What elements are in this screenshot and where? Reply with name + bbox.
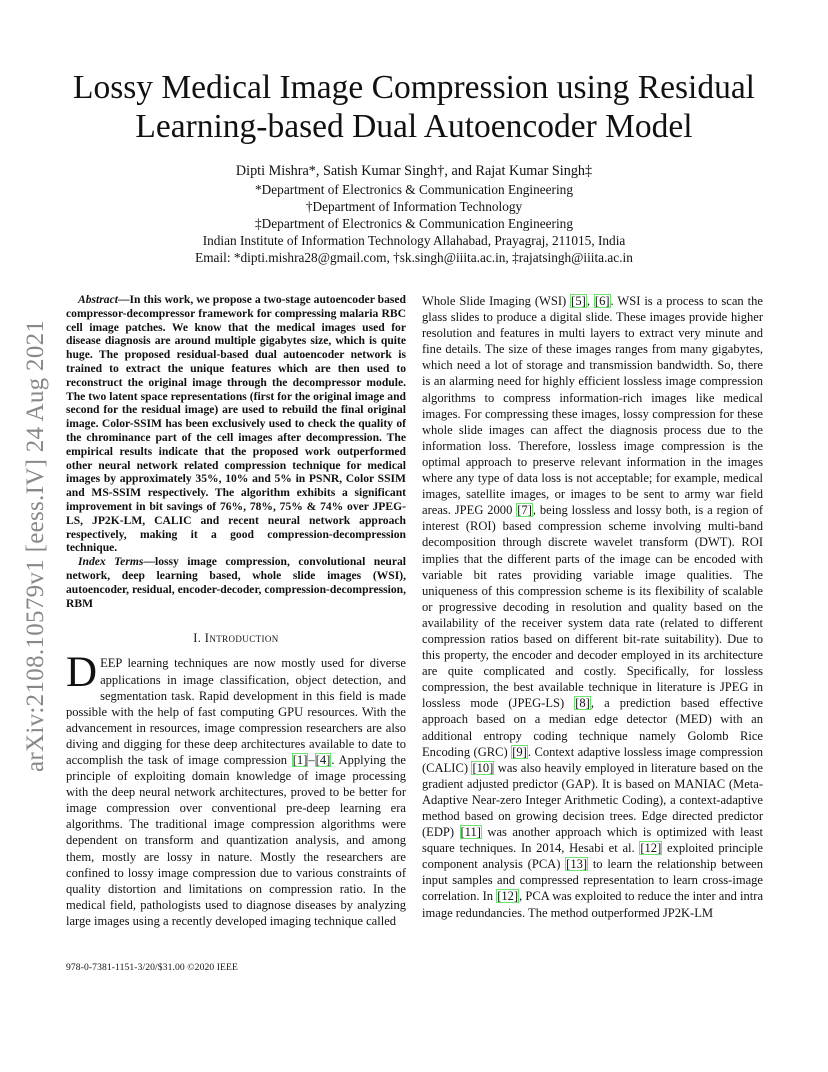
section-heading: I. Introduction [193,631,279,646]
left-column [66,293,406,929]
citation-13[interactable]: [13] [566,857,588,872]
intro-paragraph [66,649,406,929]
citation-1[interactable]: [1] [292,752,308,767]
index-terms-text: lossy image compression, convolutional neural network, deep learning based, whole slide images (WSI), autoencoder, residual, encoder-decoder, compression-decompression, RBM [66,555,406,610]
citation-4[interactable]: [4] [315,752,331,767]
title-line-2: Learning-based Dual Autoencoder Model [135,108,693,145]
right-text-1: Whole Slide Imaging (WSI) [422,294,571,308]
author-list: Dipti Mishra*, Satish Kumar Singh†, and Rajat Kumar Singh‡ [235,163,593,179]
affiliation-1: *Department of Electronics & Communication Engineering [255,182,573,197]
intro-text-1: EEP learning techniques are now mostly used for diverse applications in image classification, object detection, and segmentation task. Rapid development in this field is made possible with the help of fast computing GPU resources. With the advancement in resources, image compression researchers are also diving and digging for these deep architectures available to date to accomplish the task of image compression [66,656,406,767]
intro-text-2: . Applying the principle of exploiting domain knowledge of image processing with the deep neural network architectures, proved to be better for image compression over conventional pre-deep learning era algorithms. The traditional image compression algorithms were dependent on transform and quantization analysis, and among them, mostly are lossy in nature. Mostly the researchers are confined to lossy image compression due to various constraints of quality distortion and limitations on compression ratio. In the medical field, pathologists used to diagnose diseases by analyzing large images using a recently developed imaging technique called [66,752,406,928]
citation-12-second[interactable]: [12] [497,889,519,904]
right-text-4: , being lossless and lossy both, is a region of interest (ROI) based compression scheme involving multi-band decomposition through discrete wavelet transform (DWT). ROI implies that the different parts of the image can be encoded with variable bit rates providing variable image qualities. The uniqueness of this compression scheme is its flexibility of scalable or progressive decoding in resolution and quality based on the availability of the receiver system data rate (related to different compression ratios based on different bit-rate suitability). Due to this property, the encoder and decoder employed in its architecture are quite complicated and costly. Specifically, for lossless compression, the best available technique in literature is JPEG in lossless mode (JPEG-LS) [422,503,764,711]
citation-12[interactable]: [12] [640,841,662,856]
citation-5[interactable]: [5] [571,294,586,308]
right-text-9: exploited principle component analysis (PCA) [422,841,763,872]
author-block [100,163,728,266]
right-text-11: , PCA was exploited to reduce the inter and intra image redundancies. The method outperformed JP2K-LM [422,889,764,920]
right-text-8: was another approach which is optimized with least square techniques. In 2014, Hesabi et al. [422,825,763,856]
email-line: Email: *dipti.mishra28@gmail.com, †sk.singh@iiita.ac.in, ‡rajatsingh@iiita.ac.in [195,250,633,265]
abstract-text: In this work, we propose a two-stage autoencoder based compressor-decompressor framework for compressing malaria RBC cell image patches. We know that the medical images used for disease diagnosis are around multiple gigabytes size, which is quite huge. The proposed residual-based dual autoencoder network is trained to extract the unique features which are then used to reconstruct the original image through the decompressor module. The two latent space representations (first for the original image and second for the residual image) are used to rebuild the final original image. Color-SSIM has been exclusively used to check the quality of the chrominance part of the cell images after decompression. The empirical results indicate that the proposed work outperformed other neural network related compression technique for medical images by approximately 35%, 10% and 5% in PSNR, Color SSIM and MS-SSIM respectively. The algorithm exhibits a significant improvement in bit savings of 76%, 78%, 75% & 74% over JPEG-LS, JP2K-LM, CALIC and recent neural network approach respectively, making it a good compression-decompression technique. [66,293,406,555]
right-column [422,293,763,921]
citation-6[interactable]: [6] [594,294,610,308]
index-terms-label: Index Terms [78,555,144,569]
affiliation-3: ‡Department of Electronics & Communication Engineering [255,216,573,231]
abstract-label: Abstract [78,293,118,306]
copyright-notice: 978-0-7381-1151-3/20/$31.00 ©2020 IEEE [66,962,238,973]
index-terms: Index Terms—lossy image compression, convolutional neural network, deep learning based, whole slide images (WSI), autoencoder, residual, encoder-decoder, compression-decompression, RBM [66,555,406,610]
right-text-6: . Context adaptive lossless image compression (CALIC) [422,744,764,775]
citation-11[interactable]: [11] [460,825,481,840]
arxiv-identifier: arXiv:2108.10579v1 [eess.IV] 24 Aug 2021 [22,319,49,772]
right-paragraph [422,293,763,921]
citation-9[interactable]: [9] [512,744,527,759]
citation-8[interactable]: [8] [575,696,590,711]
right-text-2: , [586,294,594,308]
citation-dash: – [308,752,315,767]
right-text-10: to learn the relationship between input samples and compressed representation to learn cross-image correlation. In [422,857,763,904]
right-text-3: . WSI is a process to scan the glass slides to produce a digital slide. These images provide higher resolution and features in multi layers to extract very minute and fine details. The size of these images ranges from many gigabytes, which need a lot of storage and transmission bandwidth. So, there is an alarming need for highly efficient lossless image compression algorithms to compress information-rich images like medical images. For compressing these images, lossy compression for these whole slide images can affect the diagnosis process due to the information loss. Therefore, lossless image compression is the optimal approach to preserve relevant information in the images where any type of data loss is not acceptable; for example, medical images, satellite images, or images to be sent to army war field areas. JPEG 2000 [422,294,763,518]
drop-cap: D [66,649,98,697]
paper-title [40,68,788,146]
institution: Indian Institute of Information Technology Allahabad, Prayagraj, 211015, India [202,233,626,248]
citation-10[interactable]: [10] [472,760,494,775]
citation-7[interactable]: [7] [517,503,532,518]
affiliation-2: †Department of Information Technology [305,199,523,214]
right-text-7: was also heavily employed in literature based on the gradient adjusted predictor (GAP). It is based on MANIAC (Meta-Adaptive Near-zero Integer Arithmetic Coding), a context-adaptive method based on growing decision trees. Edge directed predictor (EDP) [422,760,764,840]
title-line-1: Lossy Medical Image Compression using Residual [72,69,755,106]
abstract: Abstract—In this work, we propose a two-stage autoencoder based compressor-decompressor framework for compressing malaria RBC cell image patches. We know that the medical images used for disease diagnosis are around multiple gigabytes size, which is quite huge. The proposed residual-based dual autoencoder network is trained to extract the unique features which are then used to reconstruct the original image through the decompressor module. The two latent space representations (first for the original image and second for the residual image) are used to rebuild the final original image. Color-SSIM has been exclusively used to check the quality of the chrominance part of the cell images after decompression. The empirical results indicate that the proposed work outperformed other neural network related compression technique for medical images by approximately 35%, 10% and 5% in PSNR, Color SSIM and MS-SSIM respectively. The algorithm exhibits a significant improvement in bit savings of 76%, 78%, 75% & 74% over JPEG-LS, JP2K-LM, CALIC and recent neural network approach respectively, making it a good compression-decompression technique. [66,293,406,555]
right-text-5: , a prediction based effective approach based on a median edge detector (MED) with an additional entropy coding technique namely Golomb Rice Encoding (GRC) [422,696,763,759]
